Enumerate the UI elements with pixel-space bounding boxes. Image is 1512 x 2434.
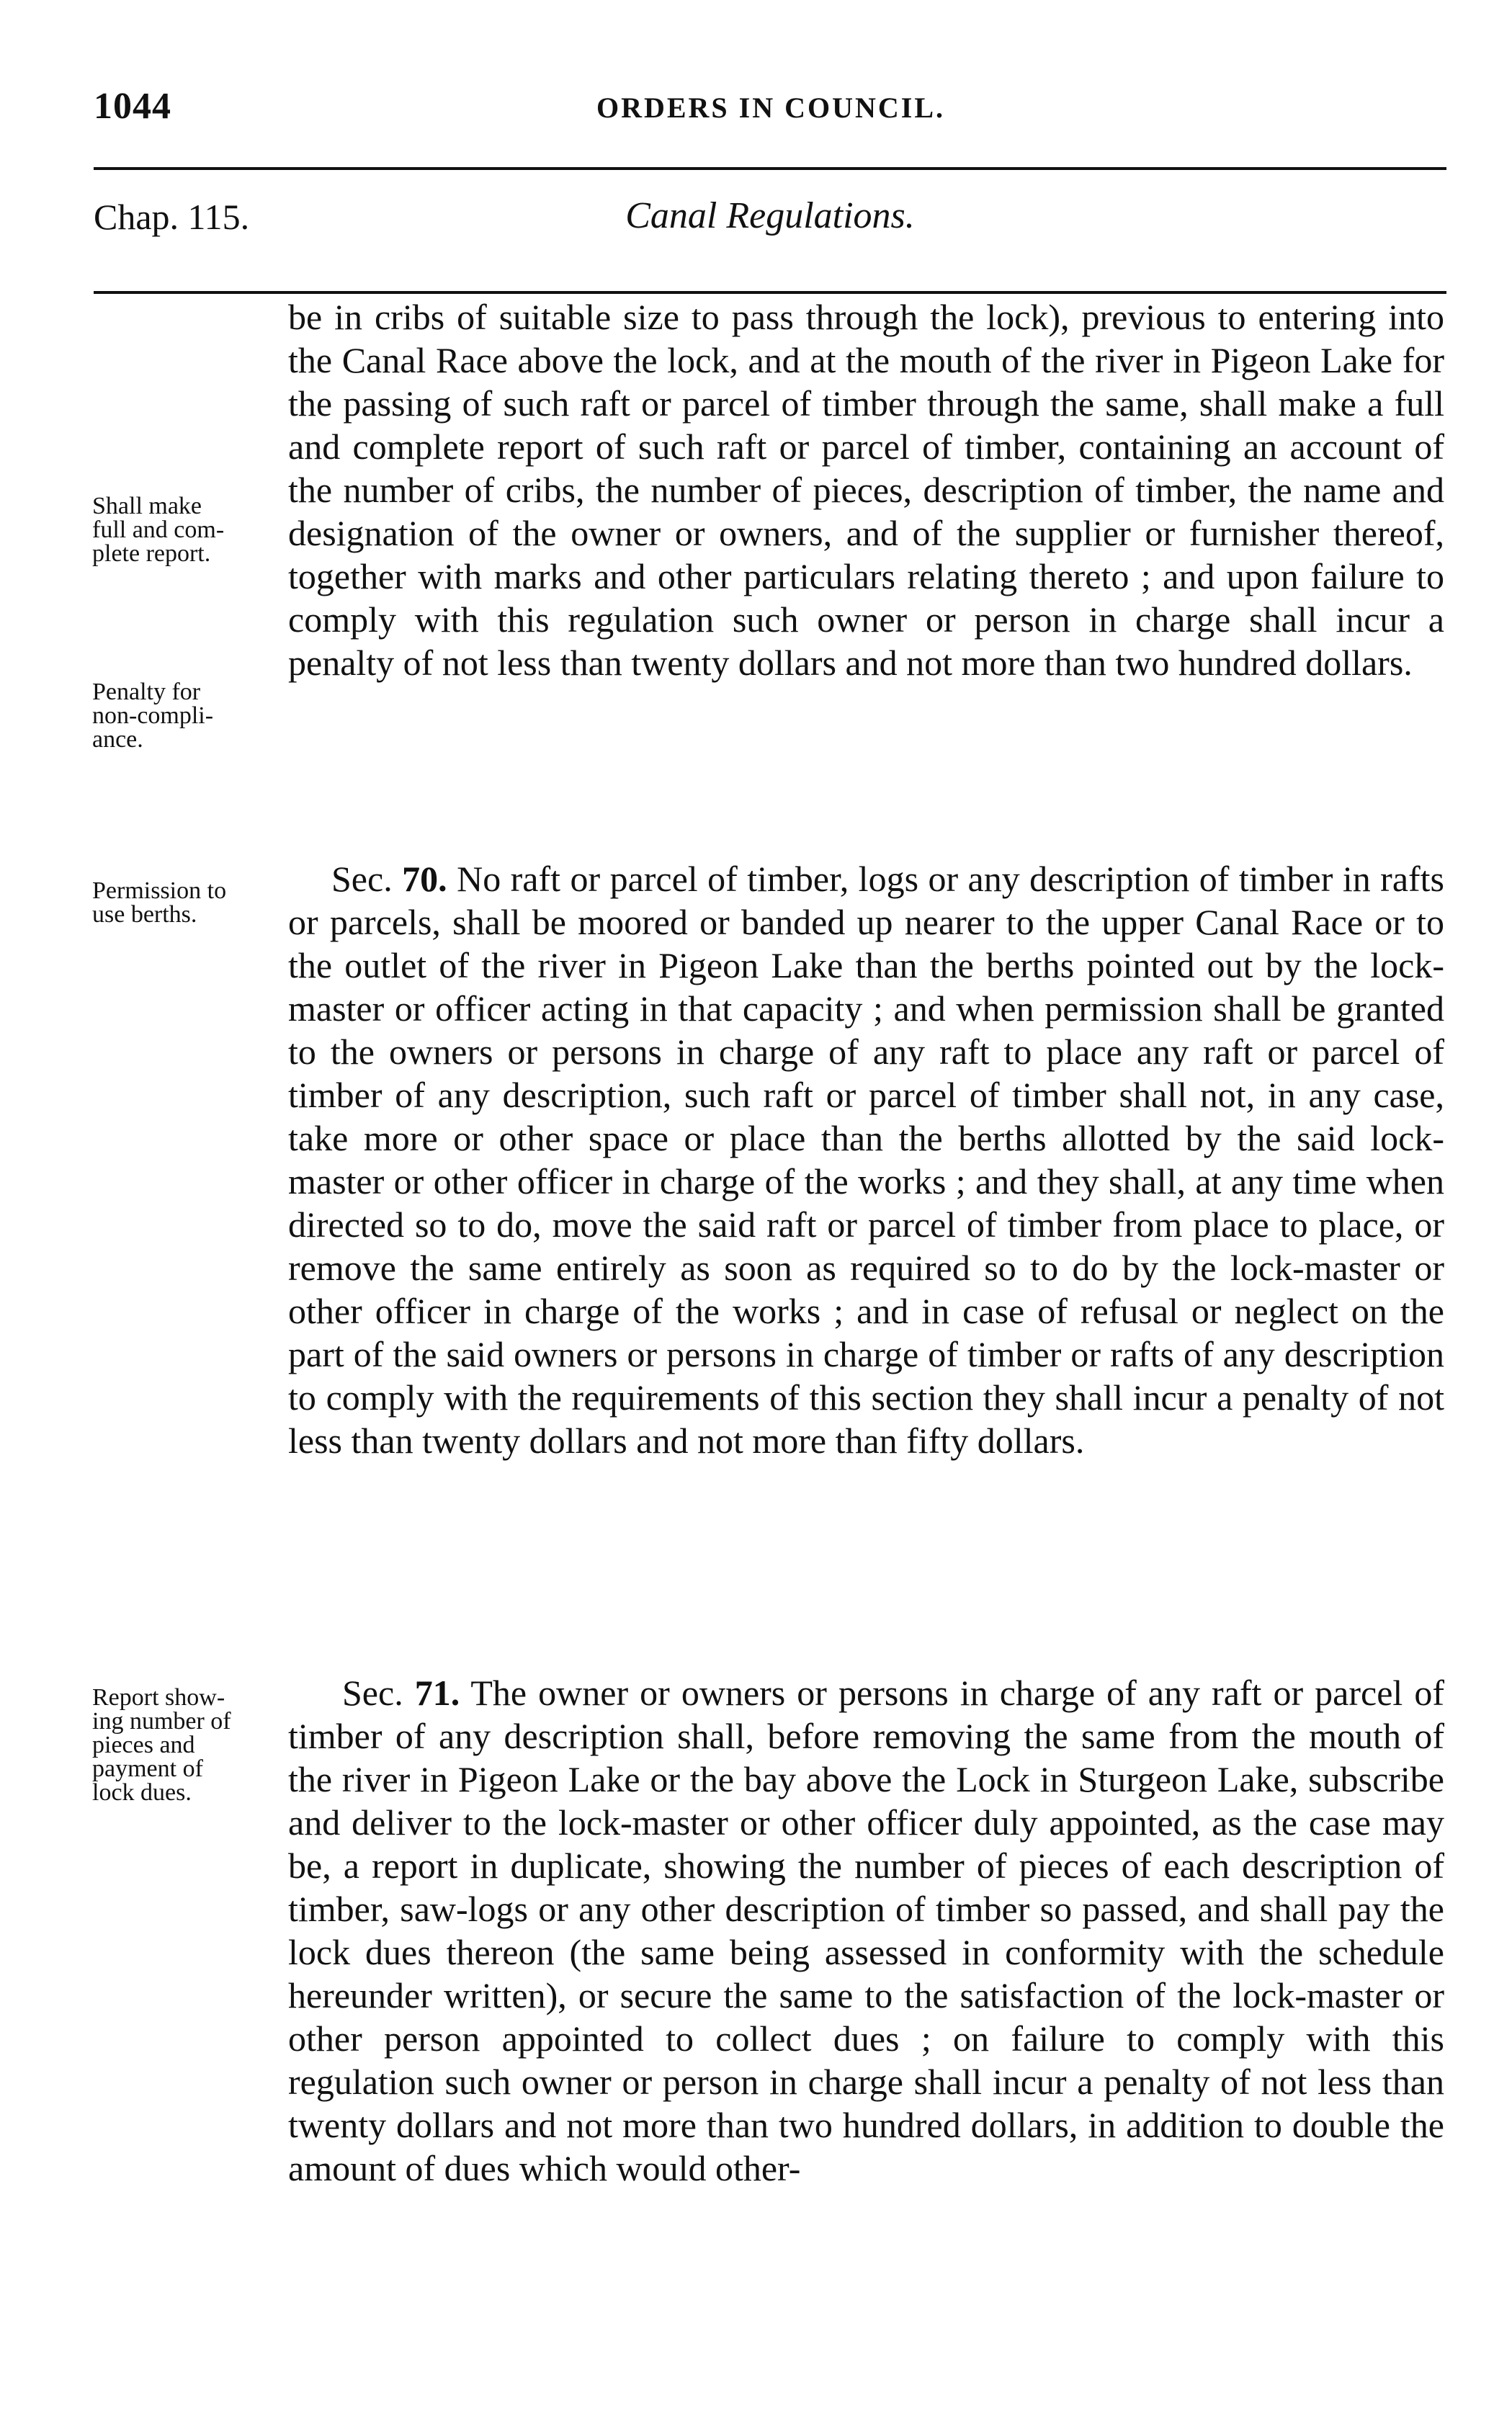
continuation-paragraph: [288, 295, 1444, 684]
marginal-note-report-dues: [92, 1686, 285, 1804]
section-text: The owner or owners or persons in charge of any raft or parcel of timber of any description shall, before removing the same from the mouth of the river in Pigeon Lake or the bay above the Lock in Sturgeon Lake, subscribe and deliver to the lock-master or other officer duly appointed, as the case may be, a report in duplicate, showing the number of pieces of each description of timber, saw-logs or any other description of timber so passed, and shall pay the lock dues thereon (the same being assessed in conformity with the schedule hereunder written), or secure the same to the satisfaction of the lock-master or other person appointed to collect dues ; on failure to comply with this regulation such owner or person in charge shall incur a penalty of not less than twenty dollars and not more than two hundred dollars, in addition to double the amount of dues which would other-: [288, 1673, 1444, 2188]
running-head: [94, 85, 1448, 128]
marginal-note-penalty: [92, 680, 285, 751]
section-text: No raft or parcel of timber, logs or any description of timber in rafts or parcels, shall be moored or banded up nearer to the upper Canal Race or to the outlet of the river in Pigeon Lake than the berths pointed out by the lock-master or officer acting in that capacity ; and when permission shall be granted to the owners or persons in charge of any raft to place any raft or parcel of timber of any description, such raft or parcel of timber shall not, in any case, take more or other space or place than the berths allotted by the said lock-master or other officer in charge of the works ; and they shall, at any time when directed so to do, move the said raft or parcel of timber from place to place, or remove the same entirely as soon as required so to do by the lock-master or other officer in charge of the works ; and in case of refusal or neglect on the part of the said owners or persons in charge of timber or rafts of any description to comply with the requirements of this section they shall incur a penalty of not less than twenty dollars and not more than fifty dollars.: [288, 859, 1445, 1461]
marginal-line: Shall make: [92, 493, 202, 519]
running-title: ORDERS IN COUNCIL.: [596, 91, 946, 124]
marginal-line: Permission to: [92, 877, 227, 904]
header-rule-bottom: [94, 291, 1446, 294]
section-paragraph: [288, 857, 1444, 1462]
marginal-line: Penalty for: [92, 679, 201, 705]
marginal-note-full-report: [92, 494, 285, 565]
header-rule-top: [94, 167, 1446, 170]
section-number: 71.: [414, 1673, 460, 1713]
marginal-line: ance.: [92, 726, 143, 753]
marginal-line: non-compli-: [92, 702, 214, 729]
section-70: [288, 857, 1444, 1462]
marginal-line: use berths.: [92, 901, 197, 928]
page-number: 1044: [94, 86, 171, 127]
marginal-line: lock dues.: [92, 1779, 192, 1806]
chapter-number: Chap. 115.: [94, 197, 250, 237]
marginal-line: full and com-: [92, 516, 225, 543]
section-71: [288, 1671, 1444, 2190]
marginal-line: Report show-: [92, 1684, 225, 1711]
section-label: Sec.: [342, 1673, 403, 1713]
marginal-line: plete report.: [92, 540, 211, 567]
marginal-note-berths: [92, 879, 285, 926]
marginal-line: payment of: [92, 1755, 203, 1782]
section-paragraph: [288, 1671, 1444, 2190]
section-label: Sec.: [331, 859, 393, 899]
marginal-line: ing number of: [92, 1708, 231, 1735]
marginal-line: pieces and: [92, 1732, 195, 1758]
section-number: 70.: [402, 859, 447, 899]
chapter-subject: Canal Regulations.: [625, 195, 915, 236]
paragraph-text: be in cribs of suitable size to pass through the lock), previous to entering into the Canal Race above the lock, and at the mouth of the river in Pigeon Lake for the passing of such raft or parcel of timber through the same, shall make a full and complete report of such raft or parcel of timber, containing an account of the number of cribs, the number of pieces, description of timber, the name and designation of the owner or owners, and of the supplier or furnisher thereof, together with marks and other particulars relating thereto ; and upon failure to comply with this regulation such owner or person in charge shall incur a penalty of not less than twenty dollars and not more than two hundred dollars.: [288, 297, 1444, 683]
